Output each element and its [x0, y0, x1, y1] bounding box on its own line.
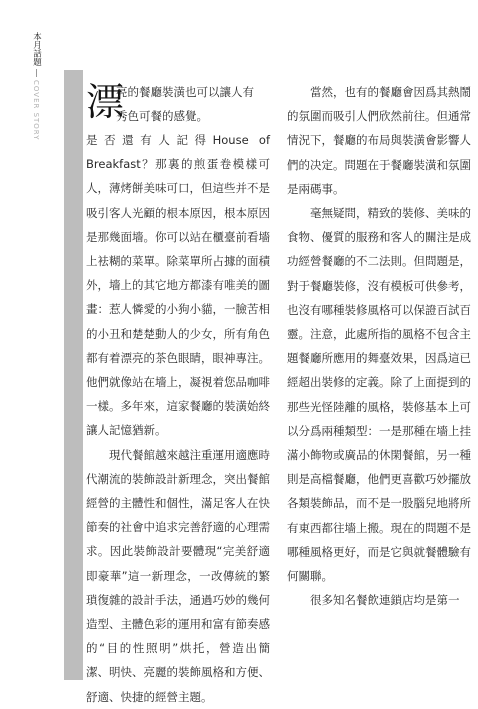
intro-block	[86, 80, 270, 128]
left-column	[86, 80, 270, 709]
intro-line-1: 亮的餐廳裝潢也可以讓人有	[116, 85, 254, 99]
paragraph-1: 是否還有人記得House of Breakfast？那裏的煎蛋卷模樣可人，薄烤餅美味可口，但這些并不是吸引客人光顧的根本原因，根本原因是那幾面墻。你可以站在櫃臺前看墻上袪糊的菜單。除菜單所占據的面積外，墻上的其它地方都漆有唯美的圖畫：惹人憐愛的小狗小貓，一臉苦相的小丑和楚楚動人的少女，所有角色都有着漂亮的茶色眼睛，眼神專注。他們就像站在墻上，凝視着您品咖啡一樣。多年來，這家餐廳的裝潢始終讓人記憶猶新。	[86, 133, 270, 438]
drop-cap: 漂	[86, 80, 125, 124]
paragraph-5: 很多知名餐飲連鎖店均是第一	[310, 593, 460, 608]
paragraph-2: 現代餐館越來越注重運用適應時代潮流的裝飾設計新理念，突出餐館經營的主體性和個性，滿足客人在快節奏的社會中追求完善舒適的心理需求。因此裝飾設計要體現“完美舒適即豪華”這一新理念，一改傳統的繁瑣復雜的設計手法，通過巧妙的幾何造型、主體色彩的運用和富有節奏感的“目的性照明”烘托，營造出簡潔、明快、亮麗的裝飾風格和方便、舒適、快捷的經營主題。	[86, 447, 270, 704]
decorative-side-band	[64, 70, 83, 680]
intro-line-2: 秀色可餐的感覺。	[116, 109, 208, 124]
paragraph-3: 當然，也有的餐廳會因爲其熱鬧的氛圍而吸引人們欣然前往。但通常情況下，餐廳的布局與裝潢會影響人們的决定。問題在于餐廳裝潢和氛圍是兩碼事。	[287, 85, 471, 196]
section-tag-chinese: 本月話題	[31, 32, 42, 66]
right-column	[287, 80, 471, 612]
intro-text	[116, 80, 270, 128]
section-tag-divider	[36, 69, 37, 77]
section-tag	[29, 32, 43, 141]
section-tag-english: COVER STORY	[32, 80, 40, 141]
paragraph-4: 毫無疑問，精致的裝修、美味的食物、優質的服務和客人的關注是成功經營餐廳的不二法則。但問題是，對于餐廳裝修，沒有模板可供參考，也沒有哪種裝修風格可以保證百試百靈。注意，此處所指的風格不包含主題餐廳所應用的舞臺效果，因爲這已經超出裝修的定義。除了上面提到的那些光怪陸離的風格，裝修基本上可以分爲兩種類型：一是那種在墻上挂滿小飾物或廣品的休閑餐館，另一種則是高檔餐廳，他們更喜歡巧妙擺放各類裝飾品，而不是一股腦兒地將所有東西都往墻上搬。現在的問題不是哪種風格更好，而是它與就餐體驗有何關聯。	[287, 206, 471, 584]
